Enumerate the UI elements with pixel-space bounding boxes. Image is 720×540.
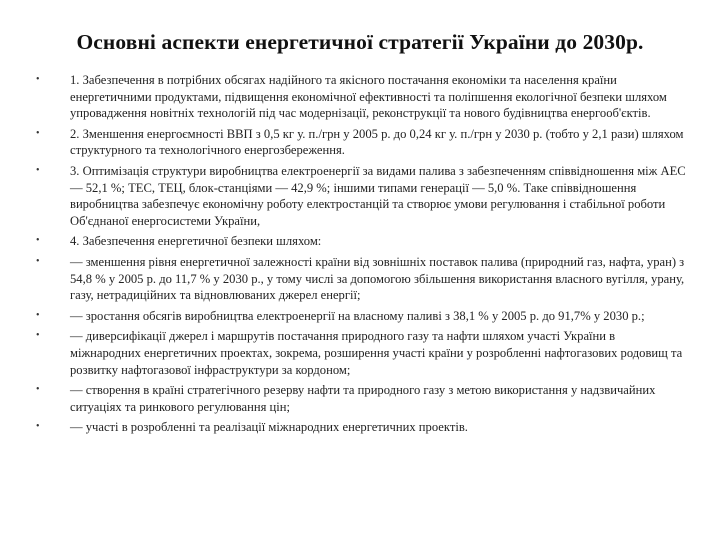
bullet-item-9 xyxy=(36,419,686,436)
bullet-text: 4. Забезпечення енергетичної безпеки шляхом: xyxy=(70,234,322,249)
bullet-item-2 xyxy=(36,126,686,159)
slide-title: Основні аспекти енергетичної стратегії України до 2030р. xyxy=(76,30,644,54)
bullet-text: — зменшення рівня енергетичної залежності країни від зовнішніх поставок палива (природний газ, нафта, уран) з 54,8 % у 2005 р. до 11,7 % у 2030 р., у тому числі за допомогою збільшення використання власного вугілля, урану, газу, нетрадиційних та відновлюваних джерел енергії; xyxy=(70,254,685,303)
bullet-icon: • xyxy=(36,127,40,139)
bullet-icon: • xyxy=(36,330,40,342)
bullet-item-3 xyxy=(36,163,686,229)
bullet-icon: • xyxy=(36,255,40,267)
bullet-item-4 xyxy=(36,233,686,250)
bullet-icon: • xyxy=(36,74,40,85)
bullet-text: 3. Оптимізація структури виробництва електроенергії за видами палива з забезпеченням співвідношення між АЕС — 52,1 %; ТЕС, ТЕЦ, блок-станціями — 42,9 %; іншими типами генерації — 5,0 %. Таке співвідношення виробництва забезпечує економічну роботу електростанцій та створює умови регулювання і стабільної роботи Об'єднаної енергосистеми України, xyxy=(70,163,686,228)
bullet-item-7 xyxy=(36,328,686,378)
bullet-icon: • xyxy=(36,384,40,396)
bullet-icon: • xyxy=(36,309,40,321)
bullet-icon: • xyxy=(36,235,40,247)
bullet-text: — зростання обсягів виробництва електроенергії на власному паливі з 38,1 % у 2005 р. до 91,7% у 2030 р.; xyxy=(70,308,645,323)
bullet-text: 1. Забезпечення в потрібних обсягах надійного та якісного постачання економіки та населення країни енергетичними продуктами, підвищення економічної ефективності та поліпшення екологічної безпеки шляхом упровадження новітніх технологій під час модернізації, реконструкції та нового будівництва енергооб'єктів. xyxy=(70,73,667,121)
bullet-text: — участі в розробленні та реалізації міжнародних енергетичних проектів. xyxy=(70,420,468,435)
bullet-item-1 xyxy=(36,72,686,122)
bullet-item-8 xyxy=(36,382,686,415)
bullet-item-5 xyxy=(36,254,686,304)
bullet-item-6 xyxy=(36,308,686,325)
bullet-text: 2. Зменшення енергоємності ВВП з 0,5 кг у. п./грн у 2005 р. до 0,24 кг у. п./грн у 2030 р. (тобто у 2,1 рази) шляхом структурного та технологічного енергозбереження. xyxy=(70,126,684,158)
bullet-icon: • xyxy=(36,164,40,176)
bullet-list xyxy=(36,72,686,440)
bullet-text: — диверсифікації джерел і маршрутів постачання природного газу та нафти шляхом участі України в міжнародних енергетичних проектах, зокрема, розширення участі країни у розробленні нафтогазових родовищ та розвитку нафтогазової інфраструктури за кордоном; xyxy=(70,329,683,377)
bullet-text: — створення в країні стратегічного резерву нафти та природного газу з метою використання у надзвичайних ситуаціях та ринкового регулювання цін; xyxy=(70,383,656,414)
bullet-icon: • xyxy=(36,421,40,433)
